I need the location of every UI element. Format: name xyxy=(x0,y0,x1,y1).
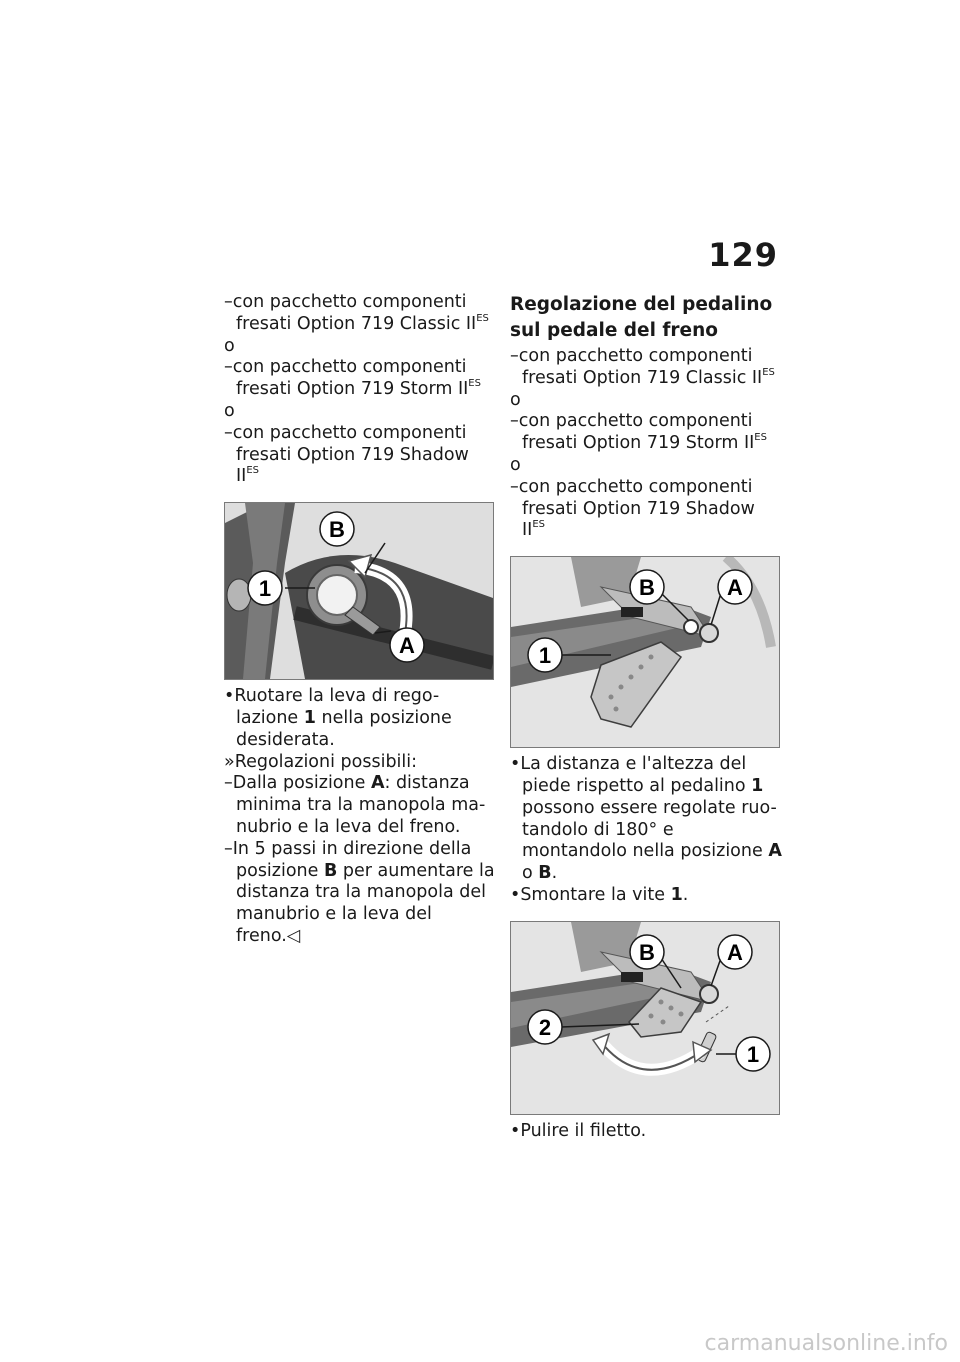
list-item: –con pacchetto componenti fresati Option 719 Classic $II^{ES}$ xyxy=(224,292,489,334)
label-2: 2 xyxy=(538,1014,552,1040)
end-of-section-icon: ◁ xyxy=(286,925,301,946)
right-column xyxy=(510,292,782,1143)
or-separator: o xyxy=(510,389,521,410)
list-item: –con pacchetto componenti fresati Option 719 Storm $II^{ES}$ xyxy=(510,411,767,454)
label-a: A xyxy=(727,939,743,965)
label-a: A xyxy=(727,575,743,601)
label-1: 1 xyxy=(746,1041,760,1067)
label-b: B xyxy=(639,575,655,601)
label-1: 1 xyxy=(538,643,552,669)
list-item: –con pacchetto componenti fresati Option 719 Classic $II^{ES}$ xyxy=(510,346,775,388)
label-1: 1 xyxy=(258,576,272,602)
watermark: carmanualsonline.info xyxy=(704,1331,948,1356)
figure-brake-lever-adjuster xyxy=(224,502,494,680)
step-rotate-lever: •Ruotare la leva di rego-lazione 1 nella posizione desiderata. xyxy=(224,686,452,750)
label-b: B xyxy=(639,939,655,965)
figure-footrest-rotation xyxy=(510,921,780,1115)
list-item: –con pacchetto componenti fresati Option 719 Shadow $II^{ES}$ xyxy=(510,476,755,541)
option-steps-b: –In 5 passi in direzione della posizione B per aumentare la distanza tra la manopola del manubrio e la leva del freno.◁ xyxy=(224,838,495,946)
or-separator: o xyxy=(224,335,235,356)
or-separator: o xyxy=(224,400,235,421)
step-remove-screw: •Smontare la vite 1. xyxy=(510,884,689,905)
result-possible-settings: »Regolazioni possibili: xyxy=(224,751,418,772)
step-footrest-positions: •La distanza e l'altezza del piede rispetto al pedalino 1 possono essere regolate ruo-tandolo di 180° e montandolo nella posizione A o B. xyxy=(510,754,782,884)
label-b: B xyxy=(329,517,345,543)
option-position-a: –Dalla posizione A: distanza minima tra la manopola ma-nubrio e la leva del freno. xyxy=(224,773,486,837)
section-heading: Regolazione del pedalino sul pedale del freno xyxy=(510,294,773,341)
left-column xyxy=(224,292,496,948)
page-number: 129 xyxy=(708,236,778,274)
list-item: –con pacchetto componenti fresati Option 719 Storm $II^{ES}$ xyxy=(224,357,481,400)
list-item: –con pacchetto componenti fresati Option 719 Shadow $II^{ES}$ xyxy=(224,422,469,487)
figure-footrest-positions xyxy=(510,556,780,748)
step-clean-thread: •Pulire il filetto. xyxy=(510,1120,647,1141)
label-a: A xyxy=(399,633,415,659)
or-separator: o xyxy=(510,454,521,475)
